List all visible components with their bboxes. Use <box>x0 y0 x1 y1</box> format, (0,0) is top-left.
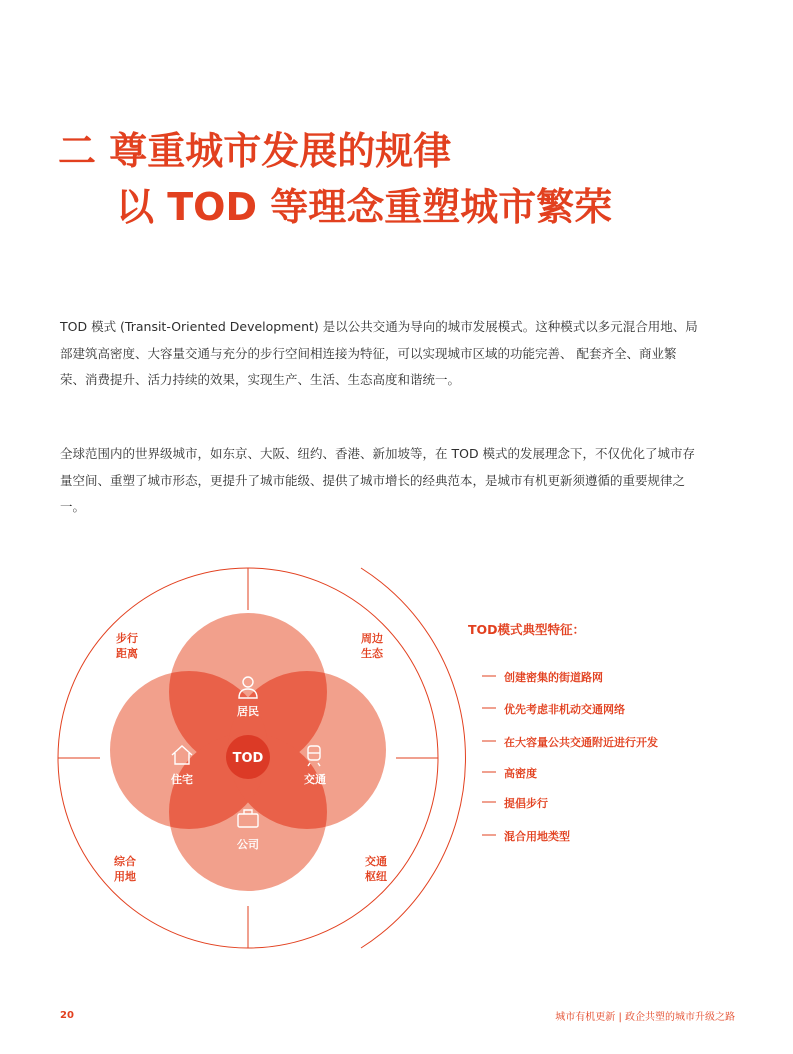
feature-item: 在大容量公共交通附近进行开发 <box>504 736 658 749</box>
ring-label-bottom-right-2: 枢纽 <box>365 870 387 883</box>
ring-label-top-right-1: 周边 <box>361 632 383 645</box>
ring-label-top-right-2: 生态 <box>361 647 383 660</box>
feature-item: 高密度 <box>504 767 537 780</box>
ring-label-bottom-left-1: 综合 <box>114 855 136 868</box>
features-title: TOD模式典型特征： <box>468 622 586 637</box>
page-number: 20 <box>60 1010 74 1021</box>
feature-connectors <box>482 676 496 835</box>
feature-item: 优先考虑非机动交通网络 <box>504 703 625 716</box>
feature-item: 提倡步行 <box>504 797 548 810</box>
feature-item: 创建密集的街道路网 <box>504 671 603 684</box>
tod-center-label: TOD <box>232 751 264 766</box>
feature-item: 混合用地类型 <box>504 830 570 843</box>
page-title-line-2: 以 TOD 等理念重塑城市繁荣 <box>116 185 613 229</box>
ring-label-bottom-right-1: 交通 <box>365 855 387 868</box>
tod-diagram <box>0 550 793 970</box>
cities-paragraph: 全球范围内的世界级城市，如东京、大阪、纽约、香港、新加坡等，在 TOD 模式的发展理念下，不仅优化了城市存量空间、重塑了城市形态，更提升了城市能级、提供了城市增长的经典范本，是城市有机更新须遵循的重要规律之一。 <box>60 446 696 514</box>
ring-label-top-left-2: 距离 <box>116 647 138 660</box>
petal-label-top: 居民 <box>237 705 259 718</box>
petal-label-left: 住宅 <box>171 773 193 786</box>
petal-label-right: 交通 <box>304 773 326 786</box>
intro-paragraph: TOD 模式 (Transit-Oriented Development) 是以公共交通为导向的城市发展模式。这种模式以多元混合用地、局部建筑高密度、大容量交通与充分的步行空间相连接为特征，可以实现城市区域的功能完善、 配套齐全、商业繁荣、消费提升、活力持续的效果，实现生产、生活、生态高度和谐统一。 <box>60 319 698 387</box>
page-title-line-1: 二 尊重城市发展的规律 <box>58 129 452 173</box>
ring-label-bottom-left-2: 用地 <box>114 870 136 883</box>
ring-label-top-left-1: 步行 <box>116 632 138 645</box>
running-footer: 城市有机更新 | 政企共塑的城市升级之路 <box>555 1012 735 1023</box>
petal-label-bottom: 公司 <box>237 838 259 851</box>
